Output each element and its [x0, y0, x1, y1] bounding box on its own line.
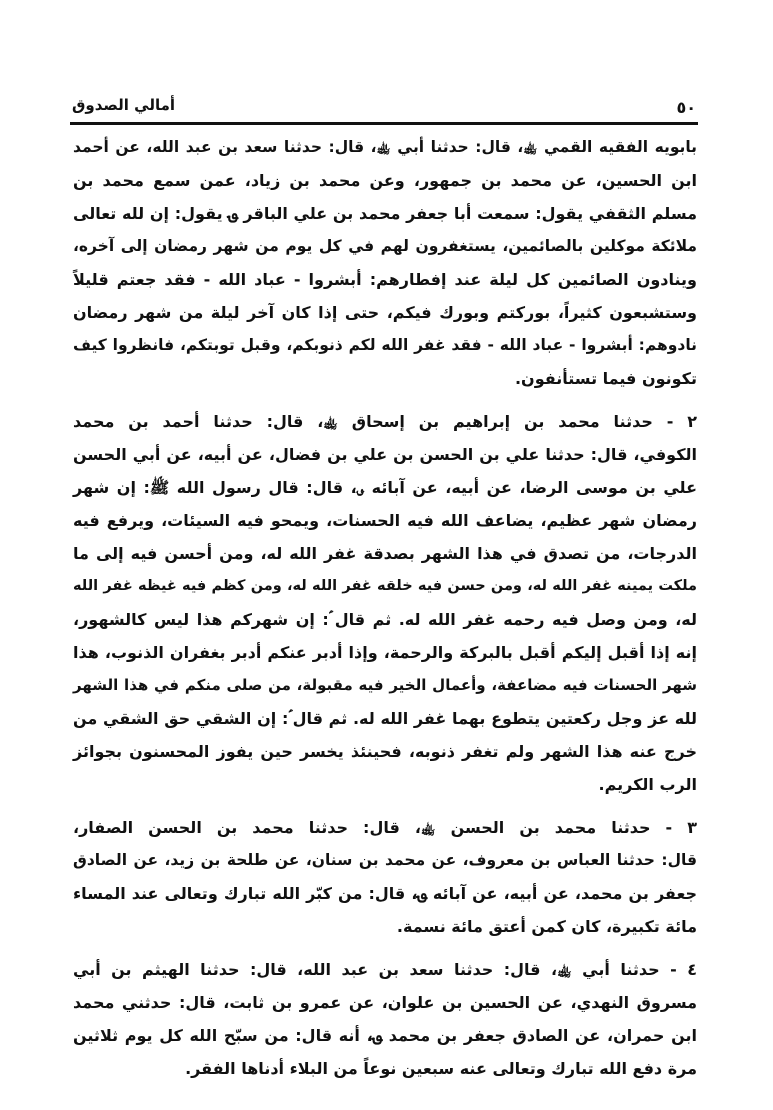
text-line — [73, 844, 697, 877]
line-text: علي بن موسى الرضا، عن أبيه، عن آبائه ؈، قال: قال رسول الله ﷺ: إن شهر — [73, 478, 697, 497]
hadith-lead: ٤ - حدثنا — [620, 960, 697, 979]
text-line — [73, 910, 697, 943]
line-text: مائة تكبيرة، كان كمن أعتق مائة نسمة. — [396, 917, 697, 936]
line-text: شهر الحسنات فيه مضاعفة، وأعمال الخير فيه مقبولة، من صلى منكم في هذا الشهر — [73, 676, 697, 694]
text-line — [73, 537, 697, 570]
page-header — [70, 92, 698, 122]
line-text: أبي ﵀، قال: حدثنا سعد بن عبد الله، قال: حدثنا الهيثم بن أبي — [73, 960, 621, 979]
line-text: محمد بن إبراهيم بن إسحاق ﵀، قال: حدثنا أحمد بن محمد — [73, 412, 614, 431]
line-text: الكوفي، قال: حدثنا علي بن الحسن بن علي بن فضال، عن أبيه، عن أبي الحسن — [73, 445, 697, 464]
text-line — [73, 164, 697, 197]
line-text: مرة دفع الله تبارك وتعالى عنه سبعين نوعاً من البلاء أدناها الفقر. — [185, 1059, 697, 1078]
line-text: رمضان شهر عظيم، يضاعف الله فيه الحسنات، ويمحو فيه السيئات، ويرفع فيه — [73, 511, 697, 530]
line-text: نادوهم: أبشروا - عباد الله - فقد غفر الله لكم ذنوبكم، وقبل توبتكم، فانظروا كيف — [73, 336, 697, 354]
text-line — [73, 230, 697, 263]
line-text: جعفر بن محمد، عن أبيه، عن آبائه ؈، قال: من كبّر الله تبارك وتعالى عند المساء — [73, 884, 697, 903]
text-line — [73, 263, 697, 296]
text-line — [73, 1019, 697, 1052]
text-line — [73, 702, 697, 735]
text-line — [73, 735, 697, 768]
text-line — [73, 197, 697, 230]
hadith-lead: ٢ - حدثنا — [613, 412, 697, 431]
text-line — [73, 636, 697, 669]
text-line — [73, 877, 697, 910]
line-text: مسلم الثقفي يقول: سمعت أبا جعفر محمد بن علي الباقر ؈ يقول: إن لله تعالى — [73, 204, 697, 223]
text-line — [73, 953, 697, 986]
text-line — [73, 811, 697, 844]
line-text: محمد بن الحسن ﵀، قال: حدثنا محمد بن الحسن الصفار، — [73, 818, 612, 837]
text-line — [73, 768, 697, 801]
text-line — [73, 438, 697, 471]
line-text: ابن حمران، عن الصادق جعفر بن محمد ؈، أنه قال: من سبّح الله كل يوم ثلاثين — [73, 1026, 697, 1045]
hadith-paragraph — [73, 953, 697, 1085]
text-line — [73, 1052, 697, 1085]
text-line — [73, 986, 697, 1019]
line-text: ملائكة موكلين بالصائمين، يستغفرون لهم في كل يوم من شهر رمضان إلى آخره، — [73, 237, 697, 255]
line-text: خرج عنه هذا الشهر ولم تغفر ذنوبه، فحينئذ يخسر حين يفوز المحسنون بجوائز — [73, 742, 697, 761]
text-line — [73, 603, 697, 636]
header-rule — [70, 122, 698, 125]
hadith-paragraph — [73, 405, 697, 801]
text-line — [73, 405, 697, 438]
text-line — [73, 362, 697, 395]
line-text: مسروق النهدي، عن الحسين بن علوان، عن عمرو بن ثابت، قال: حدثني محمد — [73, 993, 697, 1012]
line-text: له، ومن وصل فيه رحمه غفر الله له. ثم قال ؑ: إن شهركم هذا ليس كالشهور، — [73, 610, 697, 629]
line-text: وينادون الصائمين كل ليلة عند إفطارهم: أبشروا - عباد الله - فقد جعتم قليلاً — [73, 270, 697, 289]
line-text: قال: حدثنا العباس بن معروف، عن محمد بن سنان، عن طلحة بن زيد، عن الصادق — [73, 851, 697, 869]
line-text: الدرجات، من تصدق في هذا الشهر بصدقة غفر الله له، ومن أحسن فيه إلى ما — [73, 544, 697, 563]
page-body — [73, 131, 697, 1095]
text-line — [73, 471, 697, 504]
hadith-lead: ٣ - حدثنا — [611, 818, 697, 837]
text-line — [73, 570, 697, 603]
line-text: تكونون فيما تستأنفون. — [514, 369, 697, 388]
page-number: ٥٠ — [676, 98, 696, 117]
line-text: بابويه الفقيه القمي ﵀، قال: حدثنا أبي ﵀، قال: حدثنا سعد بن عبد الله، عن أحمد — [73, 138, 697, 156]
line-text: إنه إذا أقبل إليكم أقبل بالبركة والرحمة، وإذا أدبر عنكم أدبر بغفران الذنوب، هذا — [73, 643, 697, 662]
text-line — [73, 669, 697, 702]
line-text: ابن الحسين، عن محمد بن جمهور، وعن محمد بن زياد، عمن سمع محمد بن — [73, 171, 697, 190]
text-line — [73, 131, 697, 164]
book-title: أمالي الصدوق — [72, 96, 176, 114]
hadith-paragraph — [73, 811, 697, 943]
text-line — [73, 329, 697, 362]
line-text: وستشبعون كثيراً، بوركتم وبورك فيكم، حتى إذا كان آخر ليلة من شهر رمضان — [73, 303, 697, 322]
line-text: ملكت يمينه غفر الله له، ومن حسن فيه خلقه غفر الله له، ومن كظم فيه غيظه غفر الله — [73, 578, 697, 594]
text-line — [73, 296, 697, 329]
line-text: لله عز وجل ركعتين يتطوع بهما غفر الله له. ثم قال ؑ: إن الشقي حق الشقي من — [73, 709, 697, 728]
line-text: الرب الكريم. — [598, 775, 697, 794]
hadith-paragraph — [73, 131, 697, 395]
text-line — [73, 504, 697, 537]
